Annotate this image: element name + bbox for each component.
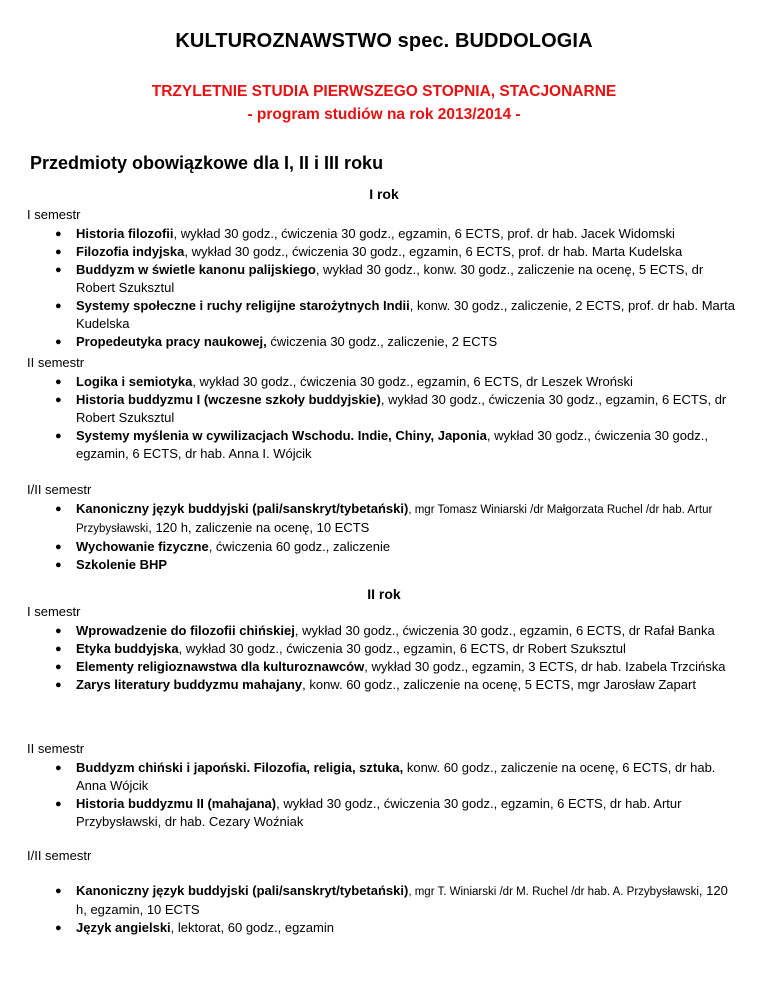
list-item: ● Kanoniczny język buddyjski (pali/sanskryt/tybetański), mgr T. Winiarski /dr M. Ruchel /dr hab. A. Przybysławski, 120 h, egzamin, 10 ECTS — [55, 883, 728, 917]
year1-sem2-list — [0, 373, 741, 463]
year2-sem12-list — [0, 882, 741, 937]
list-item: ● Filozofia indyjska, wykład 30 godz., ćwiczenia 30 godz., egzamin, 6 ECTS, prof. dr hab. Marta Kudelska — [55, 244, 683, 259]
list-item: ● Wprowadzenie do filozofii chińskiej, wykład 30 godz., ćwiczenia 30 godz., egzamin, 6 ECTS, dr Rafał Banka — [55, 623, 715, 638]
list-item: ● Historia buddyzmu II (mahajana), wykład 30 godz., ćwiczenia 30 godz., egzamin, 6 ECTS, dr hab. Artur Przybysławski, dr hab. Cezary Woźniak — [55, 796, 682, 829]
list-item: ● Język angielski, lektorat, 60 godz., egzamin — [55, 920, 334, 935]
list-item: ● Wychowanie fizyczne, ćwiczenia 60 godz., zaliczenie — [55, 539, 391, 554]
list-item: ● Buddyzm w świetle kanonu palijskiego, wykład 30 godz., konw. 30 godz., zaliczenie na ocenę, 5 ECTS, dr Robert Szuksztul — [55, 262, 704, 295]
year2-sem1-label: I semestr — [27, 604, 81, 619]
list-item: ● Propedeutyka pracy naukowej, ćwiczenia 30 godz., zaliczenie, 2 ECTS — [55, 334, 498, 349]
subtitle-study-type: TRZYLETNIE STUDIA PIERWSZEGO STOPNIA, STACJONARNE — [151, 83, 617, 100]
page-title: KULTUROZNAWSTWO spec. BUDDOLOGIA — [175, 30, 593, 52]
year1-sem1-list — [0, 225, 741, 351]
year1-sem1-label: I semestr — [27, 207, 81, 222]
list-item: ● Logika i semiotyka, wykład 30 godz., ćwiczenia 30 godz., egzamin, 6 ECTS, dr Leszek Wroński — [55, 374, 633, 389]
list-item: ● Etyka buddyjska, wykład 30 godz., ćwiczenia 30 godz., egzamin, 6 ECTS, dr Robert Szuksztul — [55, 641, 626, 656]
section-heading: Przedmioty obowiązkowe dla I, II i III roku — [30, 153, 384, 173]
list-item: ● Elementy religioznawstwa dla kulturoznawców, wykład 30 godz., egzamin, 3 ECTS, dr hab. Izabela Trzcińska — [55, 659, 726, 674]
year2-sem1-list — [0, 622, 741, 694]
year2-heading: II rok — [367, 586, 401, 602]
year2-sem2-list — [0, 759, 741, 831]
list-item: ● Buddyzm chiński i japoński. Filozofia, religia, sztuka, konw. 60 godz., zaliczenie na ocenę, 6 ECTS, dr hab. Anna Wójcik — [55, 760, 716, 793]
list-item: ● Szkolenie BHP — [55, 557, 168, 572]
list-item: ● Systemy myślenia w cywilizacjach Wschodu. Indie, Chiny, Japonia, wykład 30 godz., ćwiczenia 30 godz., egzamin, 6 ECTS, dr hab. Anna I. Wójcik — [55, 428, 708, 461]
list-item: ● Historia filozofii, wykład 30 godz., ćwiczenia 30 godz., egzamin, 6 ECTS, prof. dr hab. Jacek Widomski — [55, 226, 675, 241]
year2-sem2-label: II semestr — [27, 741, 85, 756]
list-item: ● Kanoniczny język buddyjski (pali/sanskryt/tybetański), mgr Tomasz Winiarski /dr Małgorzata Ruchel /dr hab. Artur Przybysławski, 120 h, zaliczenie na ocenę, 10 ECTS — [55, 501, 713, 535]
year2-sem12-label: I/II semestr — [27, 848, 92, 863]
list-item: ● Historia buddyzmu I (wczesne szkoły buddyjskie), wykład 30 godz., ćwiczenia 30 godz., egzamin, 6 ECTS, dr Robert Szuksztul — [55, 392, 727, 425]
year1-sem12-list — [0, 500, 741, 574]
year1-sem2-label: II semestr — [27, 355, 85, 370]
list-item: ● Zarys literatury buddyzmu mahajany, konw. 60 godz., zaliczenie na ocenę, 5 ECTS, mgr Jarosław Zapart — [55, 677, 696, 692]
list-item: ● Systemy społeczne i ruchy religijne starożytnych Indii, konw. 30 godz., zaliczenie, 2 ECTS, prof. dr hab. Marta Kudelska — [55, 298, 735, 331]
year1-sem12-label: I/II semestr — [27, 482, 92, 497]
subtitle-program-year: - program studiów na rok 2013/2014 - — [247, 106, 521, 123]
year1-heading: I rok — [369, 186, 399, 202]
